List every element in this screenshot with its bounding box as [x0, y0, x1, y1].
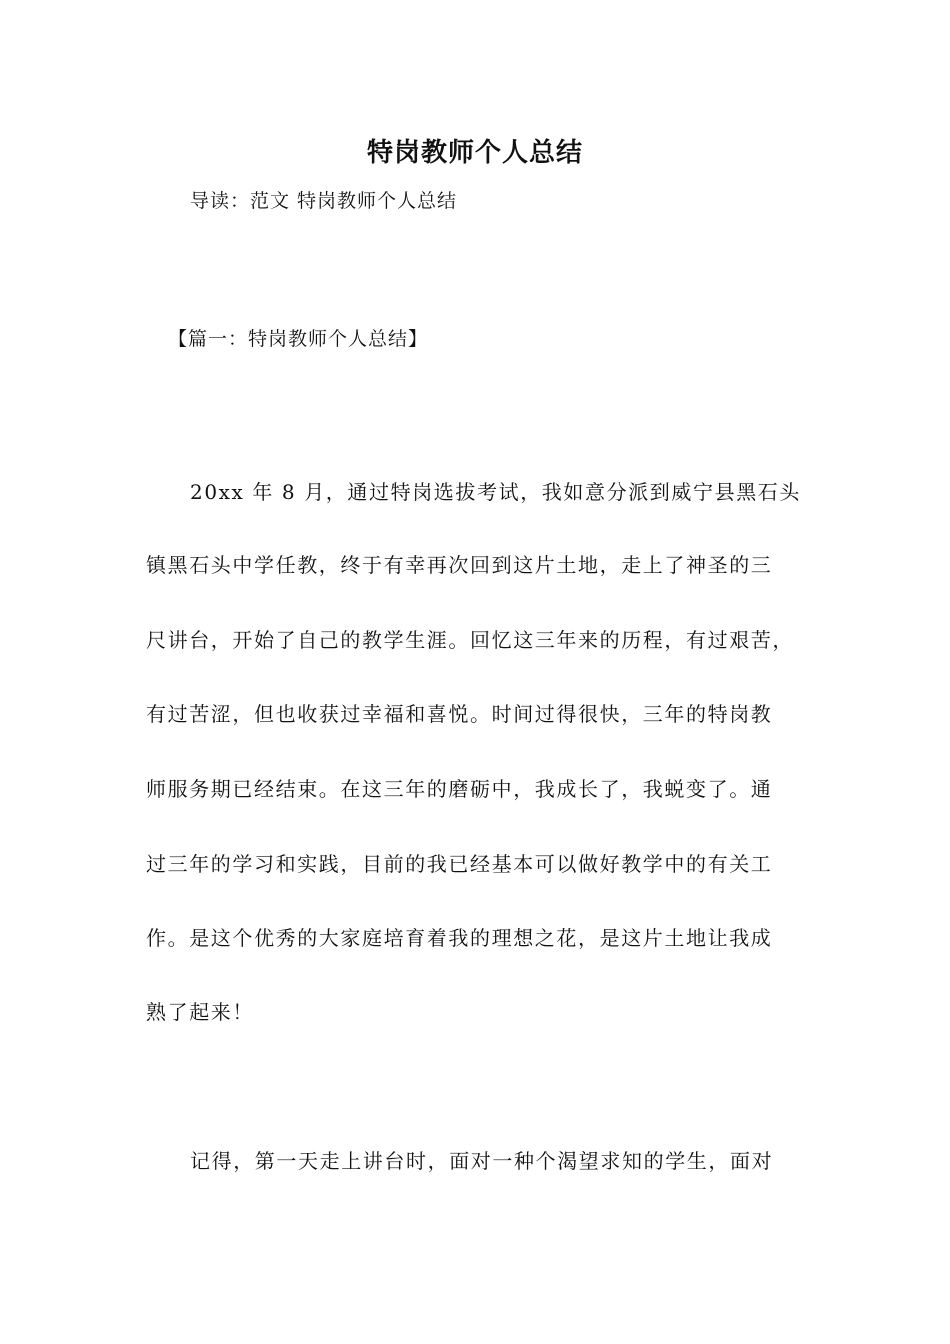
- paragraph1-line: 镇黑石头中学任教，终于有幸再次回到这片土地，走上了神圣的三: [146, 553, 773, 577]
- paragraph1-line: 20xx 年 8 月，通过特岗选拔考试，我如意分派到威宁县黑石头: [190, 480, 802, 504]
- section-heading: 【篇一：特岗教师个人总结】: [168, 328, 429, 350]
- paragraph1-line: 过三年的学习和实践，目前的我已经基本可以做好教学中的有关工: [146, 852, 773, 876]
- paragraph1-line: 有过苦涩，但也收获过幸福和喜悦。时间过得很快，三年的特岗教: [146, 702, 773, 726]
- paragraph1-line: 尺讲台，开始了自己的教学生涯。回忆这三年来的历程，有过艰苦，: [146, 628, 794, 652]
- paragraph1-line: 作。是这个优秀的大家庭培育着我的理想之花，是这片土地让我成: [146, 926, 773, 950]
- paragraph1-line: 师服务期已经结束。在这三年的磨砺中，我成长了，我蜕变了。通: [146, 777, 773, 801]
- document-title: 特岗教师个人总结: [366, 138, 583, 168]
- lead-text: 导读：范文 特岗教师个人总结: [190, 190, 458, 212]
- paragraph1-line: 熟了起来！: [146, 1000, 254, 1024]
- paragraph2-line: 记得，第一天走上讲台时，面对一种个渴望求知的学生，面对: [190, 1149, 774, 1173]
